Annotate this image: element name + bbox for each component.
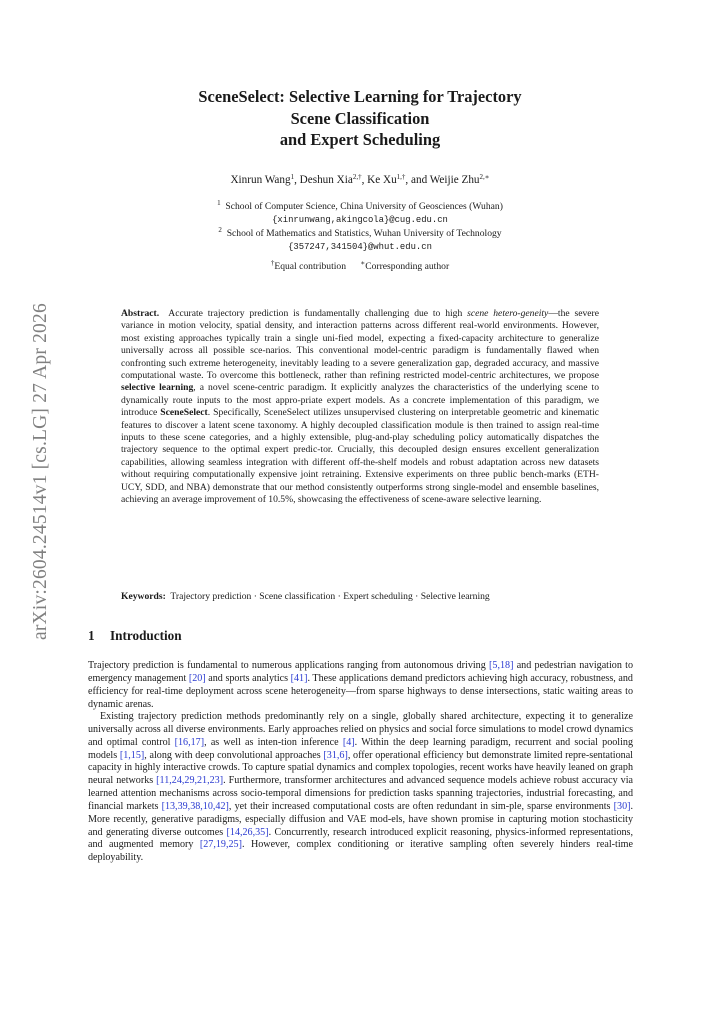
keywords [121, 591, 599, 602]
abstract-bold-term: SceneSelect [160, 407, 208, 419]
paragraph-text: . More recently, generative paradigms, especially diffusion and VAE mod-els, have shown promise in capturing motion stochasticity and generating diverse outcomes [88, 800, 634, 838]
abstract-label: Abstract. [121, 308, 160, 319]
abstract-text: , a novel scene-centric paradigm. It explicitly analyzes the characteristics of the underlying scene to dynamically route inputs to the most appro-priate expert models. As a concrete implementation of this paradigm, we introduce [121, 382, 599, 419]
citation-link[interactable]: [4] [342, 736, 355, 748]
affiliation [170, 228, 550, 253]
paragraph-text: , yet their increased computational costs are often redundant in sim-ple, sparse environments [228, 800, 614, 812]
abstract-emphasis: scene hetero-geneity [467, 308, 549, 319]
abstract-bold-term: selective learning [121, 382, 194, 394]
affiliation-name: School of Computer Science, China University of Geosciences (Wuhan) [225, 201, 503, 212]
affiliation-email: {xinrunwang,akingcola}@cug.edu.cn [272, 214, 448, 225]
paragraph-text: and pedestrian navigation to emergency management [88, 660, 633, 684]
abstract-text: —the severe variance in motion velocity, spatial density, and interaction patterns across different real-world environments. However, most existing approaches typically train a single uni-fied model, expecting a fixed-capacity architecture to generalize universally across all possible sce-narios. This conventional model-centric paradigm is fundamentally flawed when confronting such extreme heterogeneity, inevitably leading to a severe generalization gap, degraded accuracy, and massive computational waste. To overcome this bottleneck, rather than refining restricted model-centric architectures, we propose [121, 308, 599, 382]
body-paragraph [88, 660, 633, 711]
affiliation-name: School of Mathematics and Statistics, Wuhan University of Technology [226, 228, 502, 239]
citation-link[interactable]: [41] [290, 672, 308, 684]
equal-contribution-note: Equal contribution [274, 261, 347, 272]
abstract-text: . Specifically, SceneSelect utilizes unsupervised clustering on interpretable geometric and kinematic features to discover a latent scene taxonomy. A highly decoupled classification module is then trained to assign real-time inputs to these scene categories, and a highly extensible, plug-and-play scheduling policy automatically dispatches the trajectory sequence to the optimal expert predic-tor. Crucially, this decoupled design ensures excellent generalization capabilities, allowing seamless integration with different off-the-shelf models and robust adaptation across new datasets without requiring computationally expensive joint retraining. Extensive experiments on three public bench-marks (ETH-UCY, SDD, and NBA) demonstrate that our method consistently outperforms strong single-model and ensemble baselines, achieving an average improvement of 10.5%, showcasing the effectiveness of scene-aware selective learning. [121, 407, 599, 506]
author-name: Deshun Xia [299, 174, 353, 186]
keywords-label: Keywords: [121, 591, 166, 602]
affiliation-email: {357247,341504}@whut.edu.cn [288, 241, 432, 252]
author-name: Ke Xu [367, 174, 397, 186]
paragraph-text: , offer operational efficiency but demonstrate limited repre-sentational capacity in highly interactive crowds. To capture spatial dynamics and complex topologies, recent works have heavily leaned on graph neural networks [88, 749, 633, 787]
abstract [121, 308, 599, 507]
affiliation-number: 1 [217, 199, 221, 207]
paragraph-text: Existing trajectory prediction methods predominantly rely on a single, globally shared architecture, expecting it to generalize universally across all diverse environments. Early approaches relied on physics and social force simulations to model crowd dynamics and optimal control [88, 711, 633, 748]
author-affil-mark: 2,∗ [479, 173, 490, 181]
author-list: Xinrun Wang$^1$, Deshun Xia$^{2,\dagger}$, Ke $Xu^{1,\dagger}$, and Weijie Zhu$^{2,∗}$ [230, 173, 490, 186]
citation-link[interactable]: [20] [188, 672, 206, 684]
citation-link[interactable]: [16,17] [174, 736, 205, 748]
citation-link[interactable]: [13,39,38,10,42] [161, 800, 229, 812]
paragraph-text: . Furthermore, transformer architectures and advanced sequence models achieve robust accuracy via learned attention mechanisms across socio-temporal dimensions for prediction tasks spanning trajectories, industrial forecasting, and financial markets [88, 775, 633, 812]
paragraph-text: . Within the deep learning paradigm, recurrent and social pooling models [88, 736, 633, 761]
author-affil-mark: 1,† [396, 173, 406, 181]
title-line: and Expert Scheduling [279, 130, 441, 149]
paragraph-text: . However, complex conditioning or iterative sampling often severely hinders real-time deployability. [88, 839, 633, 864]
citation-link[interactable]: [11,24,29,21,23] [156, 775, 224, 787]
paper-title [120, 86, 600, 151]
abstract-text: Accurate trajectory prediction is fundamentally challenging due to high [168, 308, 468, 319]
citation-link[interactable]: [31,6] [323, 749, 348, 761]
section-title: Introduction [110, 628, 182, 643]
equal-mark: † [270, 259, 275, 267]
citation-link[interactable]: [5,18] [489, 660, 514, 671]
citation-link[interactable]: [1,15] [119, 749, 145, 761]
affiliation [170, 201, 550, 226]
paragraph-text: and sports analytics [205, 672, 291, 684]
paragraph-text: . Concurrently, research introduced explicit reasoning, physics-informed representations, and augmented memory [88, 826, 633, 851]
author-affil-mark: 2,† [352, 173, 362, 181]
arxiv-identifier: arXiv:2604.24514v1 [cs.LG] 27 Apr 2026 [30, 303, 51, 640]
contribution-notes [170, 261, 550, 272]
keywords-text: Trajectory prediction · Scene classification · Expert scheduling · Selective learning [170, 591, 490, 602]
paragraph-text: . These applications demand predictors achieving high accuracy, robustness, and efficiency for real-time deployment across scene heterogeneity—from sparse highways to dense intersections, static waiting areas to dynamic arenas. [88, 672, 633, 710]
citation-link[interactable]: [30] [613, 800, 631, 812]
author-name: Weijie Zhu [429, 174, 480, 186]
paragraph-text: Trajectory prediction is fundamental to numerous applications ranging from autonomous driving [88, 660, 490, 671]
paragraph-text: , as well as inten-tion inference [204, 736, 343, 748]
paragraph-text: , along with deep convolutional approaches [144, 749, 324, 761]
corresponding-mark: ∗ [360, 259, 366, 267]
corresponding-author-note: Corresponding author [365, 261, 450, 272]
author-affil-mark: 1 [290, 173, 295, 181]
section-heading [88, 628, 182, 644]
citation-link[interactable]: [14,26,35] [226, 826, 269, 838]
citation-link[interactable]: [27,19,25] [199, 839, 242, 851]
affiliation-number: 2 [218, 226, 222, 234]
body-paragraph [88, 711, 633, 865]
section-number: 1 [88, 628, 95, 643]
author-name: Xinrun Wang [230, 174, 291, 186]
title-line: SceneSelect: Selective Learning for Trajectory [198, 87, 522, 106]
title-line: Scene Classification [290, 108, 430, 128]
